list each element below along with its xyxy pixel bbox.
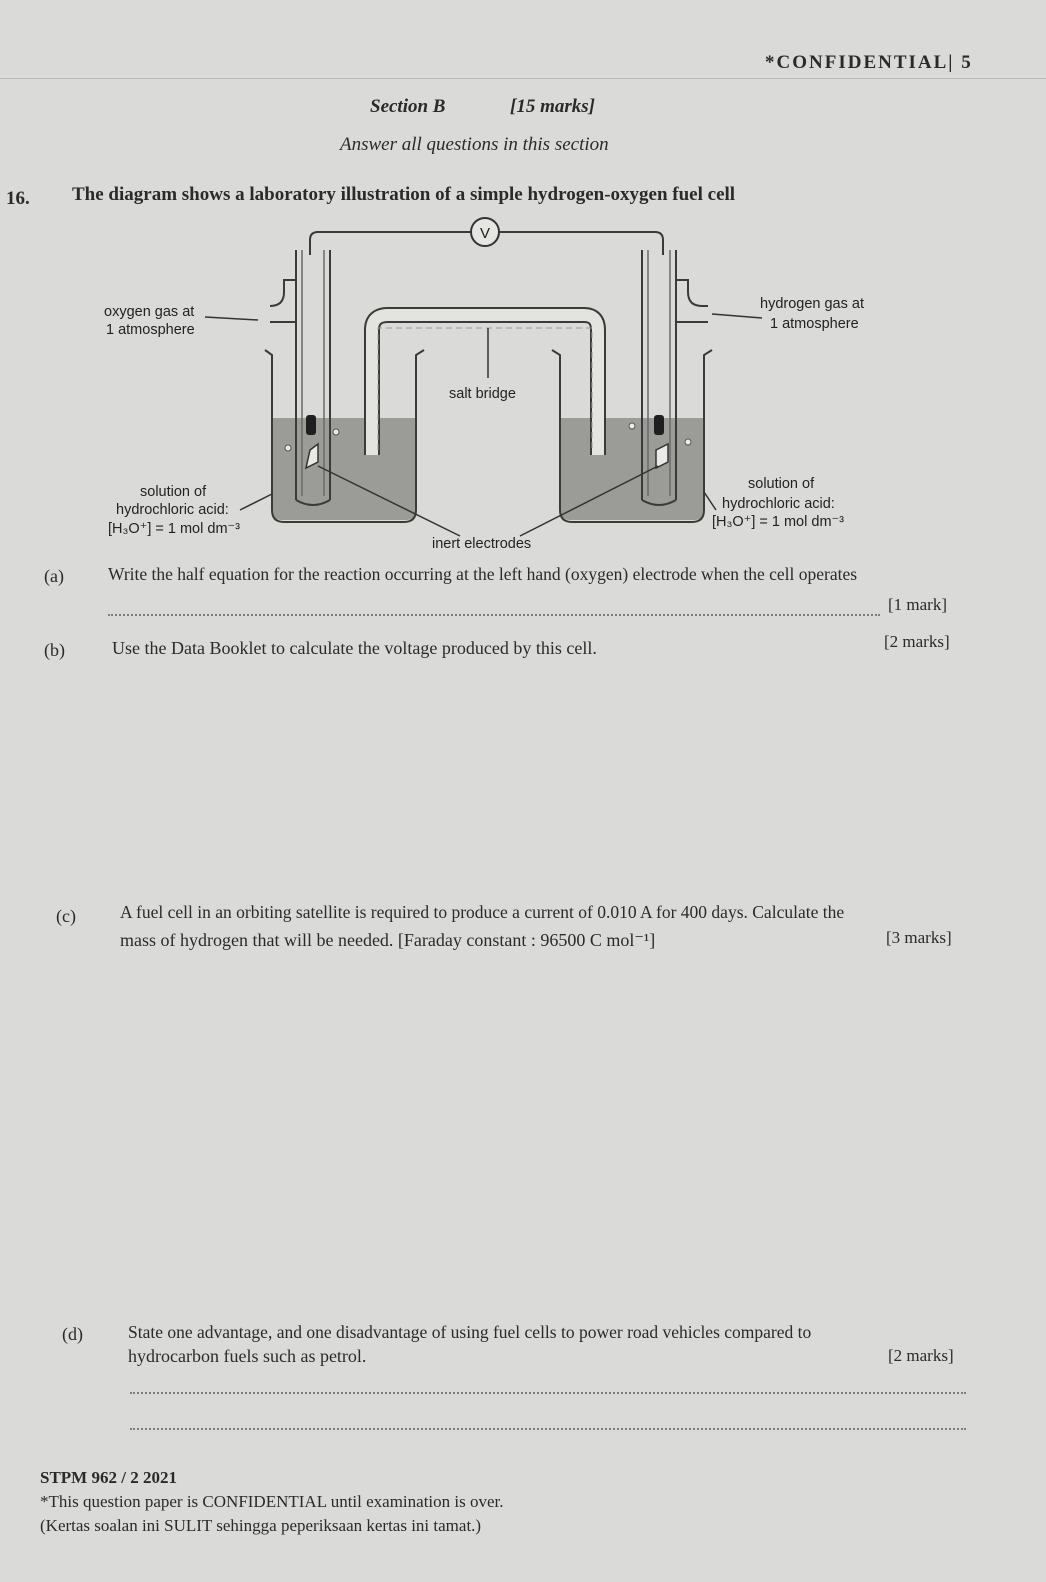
- left-solution-line1: solution of: [140, 484, 207, 500]
- answer-line-a[interactable]: [108, 614, 880, 616]
- section-instruction: Answer all questions in this section: [340, 134, 609, 155]
- part-d-text-line2: hydrocarbon fuels such as petrol.: [128, 1346, 367, 1366]
- part-a-marks: [1 mark]: [888, 595, 948, 614]
- part-d-label: (d): [62, 1324, 83, 1344]
- left-electrode: [306, 415, 316, 435]
- hydrogen-label-line1: hydrogen gas at: [760, 296, 864, 312]
- oxygen-label-line2: 1 atmosphere: [106, 322, 195, 338]
- part-b-marks: [2 marks]: [884, 632, 950, 651]
- right-solution-line1: solution of: [748, 476, 815, 492]
- part-b-text: Use the Data Booklet to calculate the voltage produced by this cell.: [112, 638, 597, 658]
- question-stem: The diagram shows a laboratory illustration of a simple hydrogen-oxygen fuel cell: [72, 184, 736, 205]
- right-solution-line3: [H₃O⁺] = 1 mol dm⁻³: [712, 514, 845, 530]
- answer-area-b[interactable]: [108, 670, 958, 890]
- answer-line-d1[interactable]: [130, 1392, 966, 1394]
- part-b-label: (b): [44, 640, 65, 660]
- inert-electrodes-label: inert electrodes: [432, 536, 532, 552]
- right-electrode: [654, 415, 664, 435]
- confidential-notice-malay: (Kertas soalan ini SULIT sehingga peperiksaan kertas ini tamat.): [40, 1516, 482, 1535]
- header-rule: [0, 78, 1046, 79]
- paper-code: STPM 962 / 2 2021: [40, 1468, 177, 1487]
- confidential-page-marker: *CONFIDENTIAL| 5: [765, 52, 973, 73]
- question-number: 16.: [6, 188, 30, 209]
- answer-line-d2[interactable]: [130, 1428, 966, 1430]
- left-solution-line2: hydrochloric acid:: [116, 502, 229, 518]
- part-c-marks: [3 marks]: [886, 928, 952, 947]
- part-a-label: (a): [44, 566, 64, 586]
- right-solution-line2: hydrochloric acid:: [722, 496, 835, 512]
- section-title: Section B: [370, 96, 446, 117]
- hydrogen-label-line2: 1 atmosphere: [770, 316, 859, 332]
- part-c-label: (c): [56, 906, 76, 926]
- answer-area-c[interactable]: [108, 965, 958, 1305]
- part-a-text: Write the half equation for the reaction occurring at the left hand (oxygen) electrode when the cell operates: [108, 564, 858, 584]
- voltmeter-label: V: [479, 225, 491, 242]
- part-c-text-line1: A fuel cell in an orbiting satellite is required to produce a current of 0.010 A for 400 days. Calculate the: [120, 902, 845, 922]
- part-d-marks: [2 marks]: [888, 1346, 954, 1365]
- part-c-text-line2: mass of hydrogen that will be needed. [Faraday constant : 96500 C mol⁻¹]: [120, 930, 656, 950]
- left-beaker-solution: [272, 418, 416, 520]
- left-solution-line3: [H₃O⁺] = 1 mol dm⁻³: [108, 521, 241, 537]
- salt-bridge-label: salt bridge: [449, 386, 516, 402]
- part-d-text-line1: State one advantage, and one disadvantage of using fuel cells to power road vehicles compared to: [128, 1322, 812, 1342]
- oxygen-label-line1: oxygen gas at: [104, 304, 195, 320]
- confidential-notice: *This question paper is CONFIDENTIAL until examination is over.: [40, 1492, 504, 1511]
- section-marks: [15 marks]: [510, 96, 595, 117]
